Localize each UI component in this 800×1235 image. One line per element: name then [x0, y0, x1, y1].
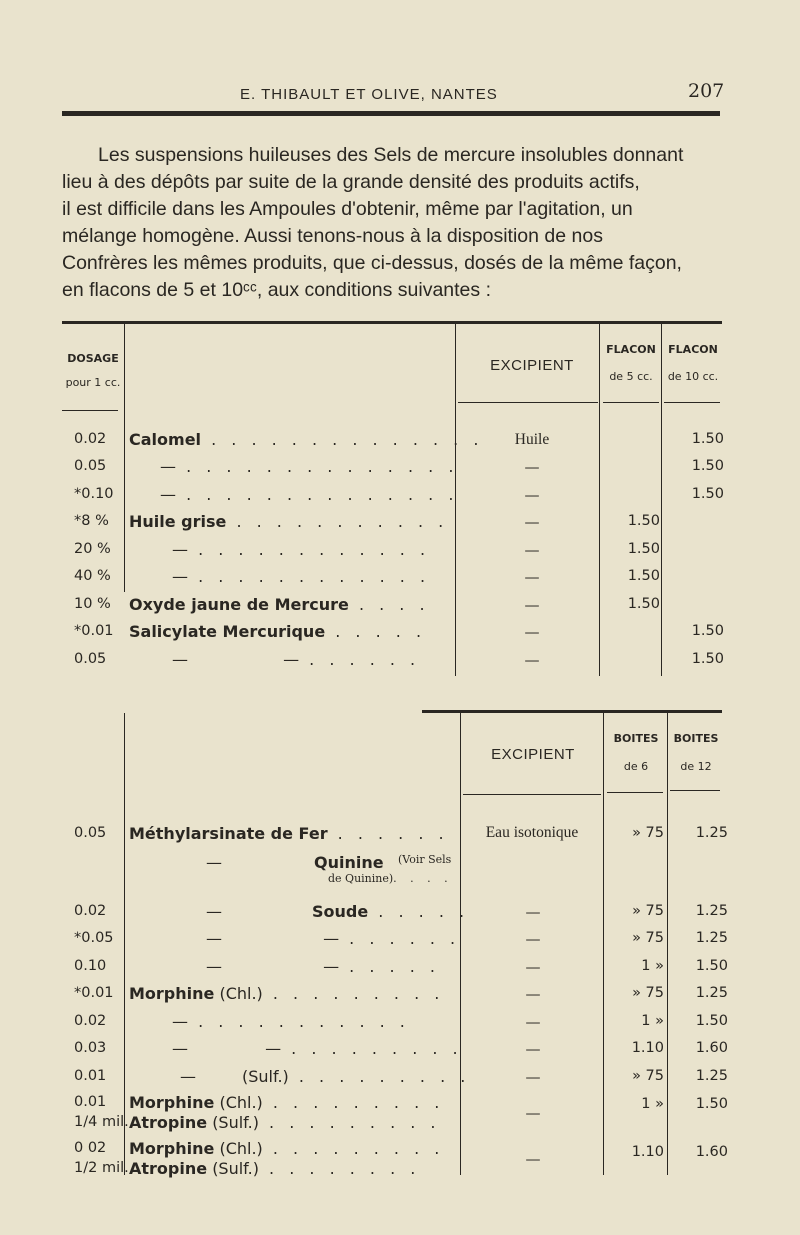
product-name: — (Sulf.) . . . . . . . . . [180, 1067, 471, 1086]
header-rule-short [664, 402, 720, 403]
intro-line: lieu à des dépôts par suite de la grande densité des produits actifs, [62, 171, 640, 193]
product-name: Morphine (Chl.) . . . . . . . . . [129, 1139, 445, 1158]
excipient-cell: — [524, 651, 540, 669]
excipient-cell: — [525, 903, 541, 921]
header-rule-short [62, 410, 118, 411]
price-cell: 1.50 [627, 513, 660, 529]
product-name: — . . . . . . . . . . . . [172, 567, 431, 586]
price-cell: » 75 [632, 985, 664, 1001]
excipient-cell: Eau isotonique [485, 824, 579, 841]
excipient-cell: — [524, 541, 540, 559]
excipient-cell: — [525, 1013, 541, 1031]
dose-cell: 1/2 mil. [74, 1160, 129, 1176]
product-name: — — . . . . . . . . . [172, 1039, 463, 1058]
header-boites-12: BOITES [673, 732, 719, 745]
price-cell: 1.10 [631, 1144, 664, 1160]
price-cell: 1.50 [627, 596, 660, 612]
col-rule [124, 324, 125, 592]
product-name: Calomel . . . . . . . . . . . . . . [129, 430, 484, 449]
price-cell: 1 » [641, 958, 664, 974]
price-cell: 1.50 [695, 1096, 728, 1112]
product-name: Atropine (Sulf.) . . . . . . . . . [129, 1113, 441, 1132]
dose-cell: 0.02 [74, 903, 107, 919]
header-dosage: DOSAGE [67, 352, 119, 365]
product-name: — [206, 853, 222, 872]
product-name: — — . . . . . . [206, 929, 461, 948]
price-cell: 1.25 [695, 825, 728, 841]
price-cell: 1.50 [695, 958, 728, 974]
dose-cell: 0.05 [74, 458, 107, 474]
intro-line: il est difficile dans les Ampoules d'obtenir, même par l'agitation, un [62, 198, 633, 220]
intro-line: Confrères les mêmes produits, que ci-dessus, dosés de la même façon, [62, 252, 682, 274]
dose-cell: *0.01 [74, 623, 114, 639]
excipient-cell: — [525, 958, 541, 976]
excipient-cell: — [525, 1150, 541, 1168]
price-cell: 1.50 [691, 651, 724, 667]
dose-cell: 40 % [74, 568, 111, 584]
dose-cell: 0.01 [74, 1068, 107, 1084]
price-cell: 1.25 [695, 1068, 728, 1084]
header-flacon-10: FLACON [668, 343, 718, 356]
intro-line: Les suspensions huileuses des Sels de mercure insolubles donnant [98, 144, 684, 166]
price-cell: 1 » [641, 1096, 664, 1112]
header-flacon-10-sub: de 10 cc. [667, 370, 719, 383]
price-cell: » 75 [632, 825, 664, 841]
intro-paragraph [62, 142, 724, 304]
dose-cell: 0.02 [74, 1013, 107, 1029]
header-dosage-sub: pour 1 cc. [65, 376, 121, 389]
price-cell: 1 » [641, 1013, 664, 1029]
header-boites-12-sub: de 12 [680, 760, 712, 773]
excipient-cell: — [525, 1068, 541, 1086]
price-cell: 1.50 [691, 623, 724, 639]
col-rule [124, 713, 125, 1175]
header-flacon-5-sub: de 5 cc. [609, 370, 653, 383]
product-name: — . . . . . . . . . . . . . . [160, 457, 459, 476]
header-excipient: EXCIPIENT [491, 746, 575, 763]
note-text: (Voir Sels [398, 853, 452, 866]
price-cell: 1.10 [631, 1040, 664, 1056]
header-rule-short [463, 794, 601, 795]
product-name: — . . . . . . . . . . . . . . [160, 485, 459, 504]
dose-cell: *8 % [74, 513, 109, 529]
excipient-cell: — [525, 1040, 541, 1058]
table-top-rule [62, 321, 722, 324]
product-name: Atropine (Sulf.) . . . . . . . . [129, 1159, 421, 1178]
product-name: Oxyde jaune de Mercure . . . . [129, 595, 430, 614]
header-rule [62, 111, 720, 116]
dose-cell: 1/4 mil. [74, 1114, 129, 1130]
excipient-cell: — [525, 1104, 541, 1122]
excipient-cell: — [524, 596, 540, 614]
product-name: Quinine [314, 853, 384, 872]
dose-cell: 0.05 [74, 825, 107, 841]
price-cell: » 75 [632, 903, 664, 919]
excipient-cell: — [524, 486, 540, 504]
price-cell: » 75 [632, 1068, 664, 1084]
product-name: — [206, 902, 222, 921]
price-cell: 1.50 [695, 1013, 728, 1029]
excipient-cell: — [524, 513, 540, 531]
header-flacon-5: FLACON [606, 343, 656, 356]
dose-cell: 0.10 [74, 958, 107, 974]
price-cell: 1.60 [695, 1040, 728, 1056]
product-name: Méthylarsinate de Fer . . . . . . [129, 824, 449, 843]
price-cell: 1.60 [695, 1144, 728, 1160]
header-rule-short [603, 402, 659, 403]
table-top-rule [422, 710, 722, 713]
excipient-cell: — [525, 930, 541, 948]
price-cell: 1.50 [627, 541, 660, 557]
price-cell: 1.50 [691, 458, 724, 474]
excipient-cell: — [524, 458, 540, 476]
excipient-cell: — [524, 568, 540, 586]
dose-cell: 0 02 [74, 1140, 107, 1156]
price-cell: 1.50 [691, 431, 724, 447]
header-excipient: EXCIPIENT [490, 357, 574, 374]
product-name: Soude . . . . . [312, 902, 470, 921]
header-rule-short [458, 402, 598, 403]
dose-cell: *0.01 [74, 985, 114, 1001]
excipient-cell: — [525, 985, 541, 1003]
product-name: Morphine (Chl.) . . . . . . . . . [129, 984, 445, 1003]
dose-cell: *0.10 [74, 486, 114, 502]
price-cell: 1.50 [691, 486, 724, 502]
excipient-cell: Huile [514, 431, 550, 448]
price-cell: 1.25 [695, 903, 728, 919]
excipient-cell: — [524, 623, 540, 641]
dose-cell: 0.05 [74, 651, 107, 667]
page-number: 207 [688, 80, 725, 102]
product-name: — — . . . . . . [172, 650, 421, 669]
header-boites-6-sub: de 6 [623, 760, 649, 773]
header-rule-short [607, 792, 663, 793]
header-rule-short [670, 790, 720, 791]
price-cell: 1.25 [695, 985, 728, 1001]
dose-cell: 10 % [74, 596, 111, 612]
note-text: de Quinine). . . . [328, 872, 453, 885]
dose-cell: 20 % [74, 541, 111, 557]
product-name: — . . . . . . . . . . . . [172, 540, 431, 559]
dose-cell: 0.02 [74, 431, 107, 447]
dose-cell: 0.01 [74, 1094, 107, 1110]
price-cell: » 75 [632, 930, 664, 946]
intro-line: mélange homogène. Aussi tenons-nous à la disposition de nos [62, 225, 603, 247]
product-name: Salicylate Mercurique . . . . . [129, 622, 427, 641]
product-name: Morphine (Chl.) . . . . . . . . . [129, 1093, 445, 1112]
price-cell: 1.25 [695, 930, 728, 946]
header-boites-6: BOITES [613, 732, 659, 745]
intro-line: en flacons de 5 et 10ᶜᶜ, aux conditions suivantes : [62, 279, 491, 301]
product-name: — — . . . . . [206, 957, 440, 976]
col-rule [460, 713, 461, 1175]
dose-cell: 0.03 [74, 1040, 107, 1056]
running-head: E. THIBAULT ET OLIVE, NANTES [240, 86, 498, 103]
dose-cell: *0.05 [74, 930, 114, 946]
product-name: — . . . . . . . . . . . [172, 1012, 410, 1031]
price-cell: 1.50 [627, 568, 660, 584]
product-name: Huile grise . . . . . . . . . . . [129, 512, 449, 531]
